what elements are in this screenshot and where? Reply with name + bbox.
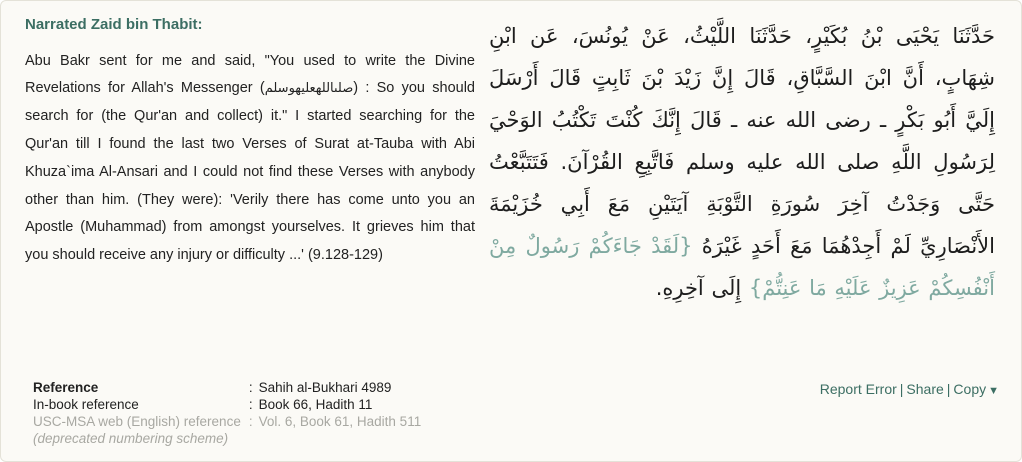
action-links <box>820 379 999 397</box>
hadith-footer <box>1 379 1021 461</box>
arabic-text-part2: إِلَى آخِرِهِ. <box>655 276 749 300</box>
english-column <box>25 15 485 331</box>
action-separator-1: | <box>899 381 904 397</box>
english-text-part2: ) : So you should search for (the Qur'an and collect) it." I started searching for the Qur'an till I found the last two Verses of Surat at-Tauba with Abi Khuza`ima Al-Ansari and I could not find these Verses with anybody other than him. (They were): 'Verily there has come unto you an Apostle (Muhammad) from amongst yourselves. It grieves him that you should receive any injury or difficulty ...' (9.128-129) <box>25 80 475 264</box>
in-book-reference-colon: : <box>248 397 253 412</box>
usc-msa-reference-value: Vol. 6, Book 61, Hadith 511 <box>258 414 422 429</box>
english-text-part1: Abu Bakr sent for me and said, "You used to write the Divine Revelations for Allah's Messenger ( <box>25 52 475 97</box>
arabic-column <box>485 15 999 331</box>
table-row <box>33 396 421 413</box>
deprecated-note: (deprecated numbering scheme) <box>33 431 229 446</box>
pbuh-icon: صلىاللهعليهوسلم <box>264 81 354 97</box>
arabic-text-part1: حَدَّثَنَا يَحْيَى بْنُ بُكَيْرٍ، حَدَّثَنَا اللَّيْثُ، عَنْ يُونُسَ، عَن ابْنِ شِهَابٍ، أَنَّ ابْنَ السَّبَّاقِ، قَالَ إِنَّ زَيْدَ بْنَ ثَابِتٍ قَالَ أَرْسَلَ إِلَيَّ أَبُو بَكْرٍ ـ رضى الله عنه ـ قَالَ إِنَّكَ كُنْتَ تَكْتُبُ الوَحْيَ لِرَسُولِ اللَّهِ صلى الله عليه وسلم فَاتَّبِعِ القُرْآنَ. فَتَتَبَّعْتُ حَتَّى وَجَدْتُ آخِرَ سُورَةِ التَّوْبَةِ آيَتَيْنِ مَعَ أَبِي خُزَيْمَةَ الأَنْصَارِيِّ لَمْ أَجِدْهُمَا مَعَ أَحَدٍ غَيْرَهُ <box>489 24 995 258</box>
share-link[interactable]: Share <box>906 381 944 397</box>
report-error-link[interactable]: Report Error <box>819 381 897 397</box>
reference-table <box>33 379 421 447</box>
copy-link[interactable]: Copy <box>953 381 987 397</box>
reference-label: Reference <box>33 380 99 395</box>
usc-msa-reference-colon: : <box>248 414 253 429</box>
action-separator-2: | <box>946 381 951 397</box>
usc-msa-reference-label: USC-MSA web (English) reference <box>33 414 241 429</box>
quran-quote: {لَقَدْ جَاءَكُمْ رَسُولٌ مِنْ أَنْفُسِكُمْ عَزِيزٌ عَلَيْهِ مَا عَنِتُّمْ} <box>489 234 995 300</box>
english-translation <box>25 48 475 271</box>
reference-value: Sahih al-Bukhari 4989 <box>258 380 392 395</box>
arabic-narration <box>489 15 995 309</box>
narrator-heading: Narrated Zaid bin Thabit: <box>25 16 203 33</box>
chevron-down-icon[interactable]: ▼ <box>988 385 999 397</box>
table-row <box>33 379 421 396</box>
in-book-reference-label: In-book reference <box>33 397 139 412</box>
reference-colon: : <box>248 380 253 395</box>
table-row <box>33 413 421 430</box>
table-row <box>33 430 421 447</box>
in-book-reference-value: Book 66, Hadith 11 <box>258 397 373 412</box>
hadith-content <box>1 1 1021 331</box>
